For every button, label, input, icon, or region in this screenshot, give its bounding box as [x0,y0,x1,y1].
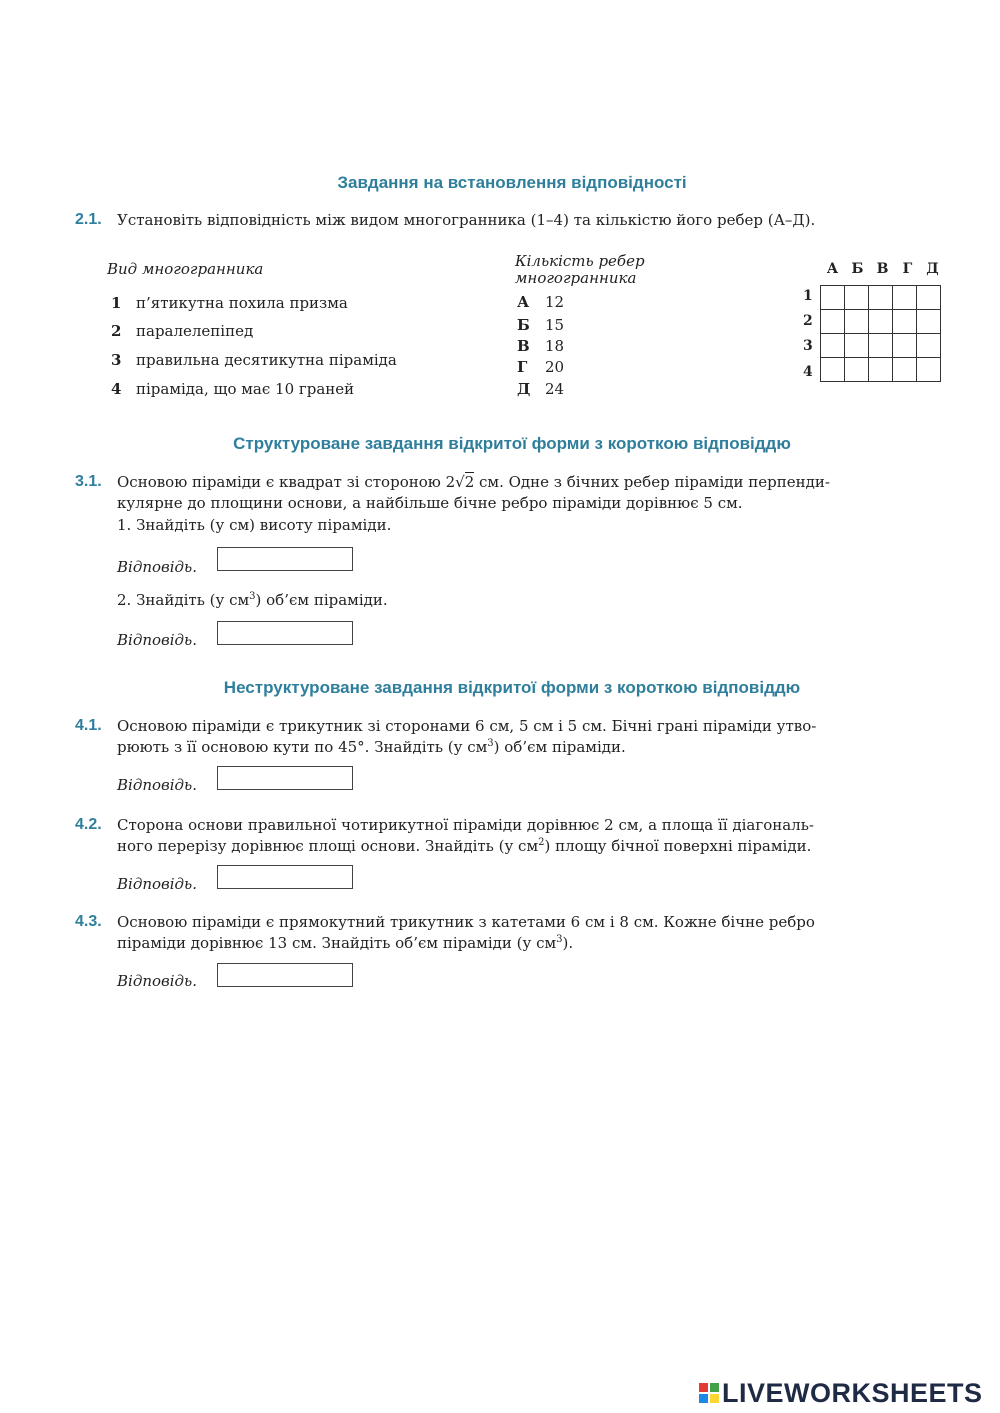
grid-cell[interactable] [893,358,917,382]
grid-row-header: 4 [803,364,813,380]
answer-input[interactable] [217,963,353,987]
task-text-line: кулярне до площини основи, а найбільше бічне ребро піраміди дорівнює 5 см. [117,494,743,512]
grid-cell[interactable] [893,334,917,358]
column-header-edges-line1: Кількість ребер [515,252,645,270]
text-fragment: піраміди дорівнює 13 см. Знайдіть об’єм піраміди (у см [117,934,557,952]
item-number: 1 [111,294,122,312]
task-text: Установіть відповідність між видом многогранника (1–4) та кількістю його ребер (А–Д). [117,211,816,229]
grid-cell[interactable] [917,358,941,382]
task-number: 4.1. [75,717,102,734]
list-item [111,294,348,312]
grid-column-header: Д [926,261,939,277]
grid-cell[interactable] [893,310,917,334]
column-header-edges-line2: многогранника [515,269,637,287]
superscript: 3 [556,934,563,945]
grid-cell[interactable] [869,310,893,334]
task-text [117,912,949,954]
option-value: 20 [545,358,565,376]
task-text-line [117,737,949,758]
grid-cell[interactable] [869,358,893,382]
item-label: піраміда, що має 10 граней [136,380,355,398]
question-1: 1. Знайдіть (у см) висоту піраміди. [117,516,392,534]
answer-input[interactable] [217,766,353,790]
option-value: 12 [545,293,565,311]
superscript: 3 [487,738,494,749]
item-number: 4 [111,380,122,398]
text-fragment: ). [562,934,574,952]
grid-cell[interactable] [845,334,869,358]
item-number: 3 [111,351,122,369]
text-fragment: ) об’єм піраміди. [255,591,388,609]
grid-cell[interactable] [845,286,869,310]
grid-row-header: 1 [803,288,813,304]
grid-cell[interactable] [869,286,893,310]
option-value: 18 [545,337,565,355]
section-heading-structured: Структуроване завдання відкритої форми з короткою відповіддю [233,434,791,453]
grid-cell[interactable] [893,286,917,310]
answer-label: Відповідь. [117,776,197,794]
grid-column-header: Б [851,261,864,277]
list-item [111,322,253,340]
column-header-edges [515,253,645,287]
grid-column-header: Г [902,261,913,277]
grid-cell[interactable] [845,310,869,334]
list-item [111,380,354,398]
grid-cell[interactable] [917,334,941,358]
task-number: 3.1. [75,473,102,490]
answer-label: Відповідь. [117,631,197,649]
grid-cell[interactable] [821,334,845,358]
option-letter: А [517,293,530,311]
question-2 [117,591,388,609]
option-letter: Г [517,358,528,376]
grid-column-header: В [876,261,889,277]
task-text-line [117,836,949,857]
text-fragment: ) площу бічної поверхні піраміди. [544,837,812,855]
section-heading-matching: Завдання на встановлення відповідності [337,173,687,192]
answer-grid [820,285,941,382]
sqrt-radicand: 2 [464,473,475,491]
grid-cell[interactable] [821,286,845,310]
option-item [517,316,564,334]
option-value: 24 [545,380,565,398]
answer-input[interactable] [217,865,353,889]
answer-label: Відповідь. [117,875,197,893]
option-item [517,380,564,398]
text-fragment: ного перерізу дорівнює площі основи. Знайдіть (у см [117,837,539,855]
answer-input[interactable] [217,547,353,571]
task-text-line: Сторона основи правильної чотирикутної піраміди дорівнює 2 см, а площа її діагональ- [117,816,814,834]
text-fragment: 2. Знайдіть (у см [117,591,250,609]
task-text-line [117,472,949,493]
item-label: паралелепіпед [136,322,254,340]
grid-row-header: 2 [803,313,813,329]
task-text-line [117,933,949,954]
answer-input[interactable] [217,621,353,645]
option-letter: Д [517,380,531,398]
option-letter: В [517,337,530,355]
grid-cell[interactable] [869,334,893,358]
superscript: 3 [249,591,256,602]
task-number: 4.3. [75,913,102,930]
text-fragment: Основою піраміди є квадрат зі стороною 2 [117,473,456,491]
text-fragment: ) об’єм піраміди. [493,738,626,756]
task-number: 2.1. [75,211,102,228]
column-header-polyhedron: Вид многогранника [107,260,264,278]
text-fragment: см. Одне з бічних ребер піраміди перпенди- [474,473,830,491]
superscript: 2 [538,837,545,848]
grid-cell[interactable] [821,358,845,382]
option-item [517,293,564,311]
text-fragment: рюють з її основою кути по 45°. Знайдіть (у см [117,738,488,756]
sqrt-symbol: √ [455,473,465,491]
task-text [117,472,949,536]
grid-row-header: 3 [803,338,813,354]
grid-cell[interactable] [917,286,941,310]
task-text [117,815,949,857]
task-number: 4.2. [75,816,102,833]
option-letter: Б [517,316,530,334]
option-value: 15 [545,316,565,334]
task-text-line: Основою піраміди є трикутник зі сторонами 6 см, 5 см і 5 см. Бічні грані піраміди утво- [117,717,817,735]
answer-label: Відповідь. [117,558,197,576]
task-text-line: Основою піраміди є прямокутний трикутник з катетами 6 см і 8 см. Кожне бічне ребро [117,913,815,931]
option-item [517,358,564,376]
grid-cell[interactable] [845,358,869,382]
option-item [517,337,564,355]
footer-brand: LIVEWORKSHEETS [722,1378,983,1408]
list-item [111,351,397,369]
item-number: 2 [111,322,122,340]
section-heading-unstructured: Неструктуроване завдання відкритої форми з короткою відповіддю [223,678,801,697]
task-text [117,716,949,758]
grid-cell[interactable] [917,310,941,334]
grid-cell[interactable] [821,310,845,334]
item-label: п’ятикутна похила призма [136,294,348,312]
item-label: правильна десятикутна піраміда [136,351,397,369]
grid-column-header: А [826,261,839,277]
answer-label: Відповідь. [117,972,197,990]
